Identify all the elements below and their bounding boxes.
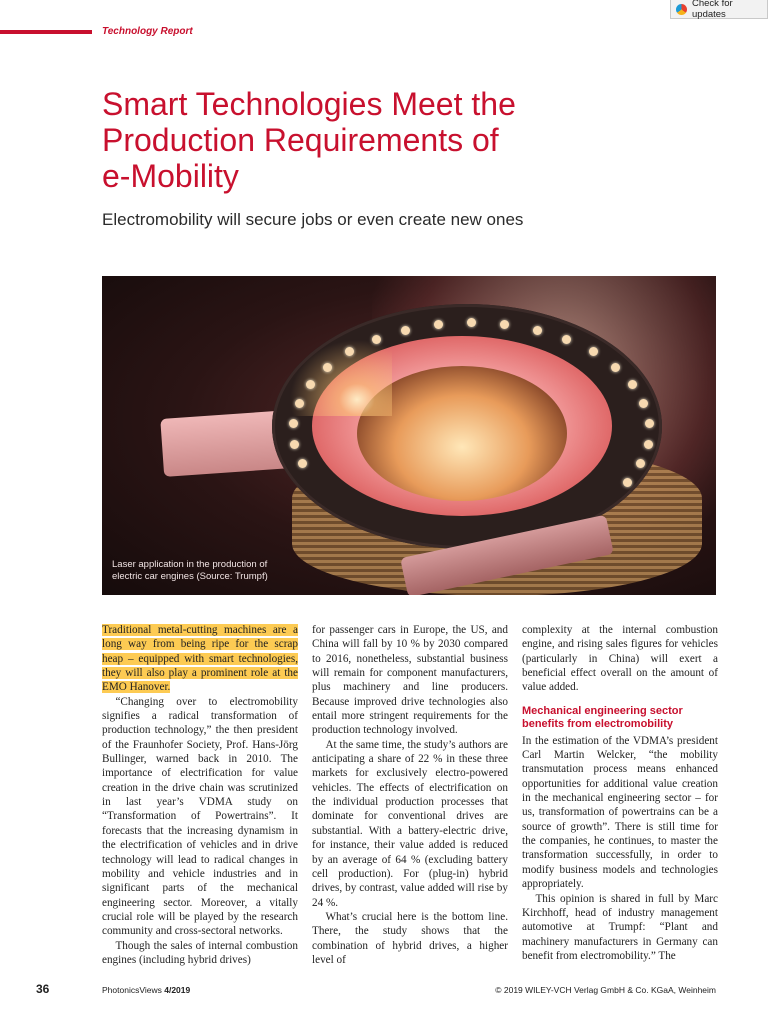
photo-pin [623,478,632,487]
journal-info [102,985,190,995]
journal-issue: 4/2019 [164,985,191,995]
section-label: Technology Report [102,26,193,37]
photo-laser-spark [252,306,392,416]
lead-highlight: Traditional metal-cutting machines are a long way from being ripe for the scrap heap – equipped with smart technologies, they will also play a prominent role at the EMO Hanover. [102,624,298,694]
article-subheadline: Electromobility will secure jobs or even create new ones [102,210,524,229]
photo-pin [611,363,620,372]
check-for-updates-label: Check for updates [692,0,733,20]
photo-pin [434,320,443,329]
photo-pin [628,380,637,389]
body-paragraph: complexity at the internal combustion engine, and rising sales figures for vehicles (particularly in China) will exert a beneficial effect overall on the amount of value added. [522,624,718,694]
section-heading: Mechanical engineering sector benefits from electromobility [522,704,683,731]
photo-pin [295,399,304,408]
headline-line-2: Production Requirements of [102,122,499,159]
body-paragraph: “Changing over to electromobility signifies a radical transformation of production technology,” the then president of the Fraunhofer Society, Prof. Hans-Jörg Bullinger, warned back in 2010. The importance of electrification for value creation in the drive chain was scrutinized in last year’s VDMA study on “Transformation of Powertrains”. It forecasts that the increasing dynamism in the electrification of vehicles and in drive technology will lead to radical changes in mobility and vehicle industries and in significant parts of the mechanical engineering sector. Moreover, a vitally crucial role will be played by the research community and cross-sectoral networks. [102,695,298,938]
crossmark-icon [676,4,687,15]
article-headline [102,86,722,194]
body-paragraph: At the same time, the study’s authors are anticipating a share of 22 % in these three markets for exclusively electro-powered vehicles. The effects of electrification on the individual production processes that dominate for conventional drives are substantial. With a battery-electric drive, for instance, their value added is reduced by an average of 64 % (excluding battery cell production). For (plug-in) hybrid drives, by contrast, value added will rise by 24 %. [312,738,508,909]
body-column-3 [522,623,718,963]
headline-line-3: e-Mobility [102,158,239,195]
page-number: 36 [36,982,50,996]
photo-pin [306,380,315,389]
journal-name: PhotonicsViews [102,985,162,995]
body-paragraph: Though the sales of internal combustion engines (including hybrid drives) [102,939,298,966]
page-footer [0,982,768,998]
caption-line-2: electric car engines (Source: Trumpf) [112,571,268,583]
body-column-2 [312,623,508,967]
lead-paragraph [102,623,298,695]
body-paragraph: This opinion is shared in full by Marc Kirchhoff, head of industry management automotive at Trumpf: “Plant and machinery manufacturers in Germany can benefit from electromobility.” The [522,892,718,962]
body-paragraph: In the estimation of the VDMA’s president Carl Martin Welcker, “the mobility transmutation process means enhanced opportunities for additional value creation in the mechanical engineering sector – for us, transformation of powertrains can be a source of growth”. There is still time for the companies, he continues, to master the transformation successfully, in order to modify business models and technologies appropriately. [522,734,718,891]
photo-caption [112,559,312,584]
article-photo [102,276,716,595]
photo-pin [467,318,476,327]
copyright-notice: © 2019 WILEY-VCH Verlag GmbH & Co. KGaA, Weinheim [495,985,716,995]
body-paragraph: for passenger cars in Europe, the US, and China will fall by 10 % by 2030 compared to 2016, nonetheless, substantial business will remain for component manufacturers, plus machinery and line producers. Because improved drive technologies also entail more stringent requirements for the production technology involved. [312,624,508,737]
photo-pin [533,326,542,335]
photo-pin [372,335,381,344]
headline-line-1: Smart Technologies Meet the [102,86,516,122]
section-accent-bar [0,30,92,34]
body-column-1 [102,623,298,967]
body-paragraph: What’s crucial here is the bottom line. There, the study shows that the combination of hybrid drives, a higher level of [312,910,508,966]
check-for-updates-button[interactable] [670,0,768,19]
photo-pin [644,440,653,449]
photo-pin [323,363,332,372]
photo-pin [645,419,654,428]
photo-pin [290,440,299,449]
caption-line-1: Laser application in the production of [112,559,268,570]
